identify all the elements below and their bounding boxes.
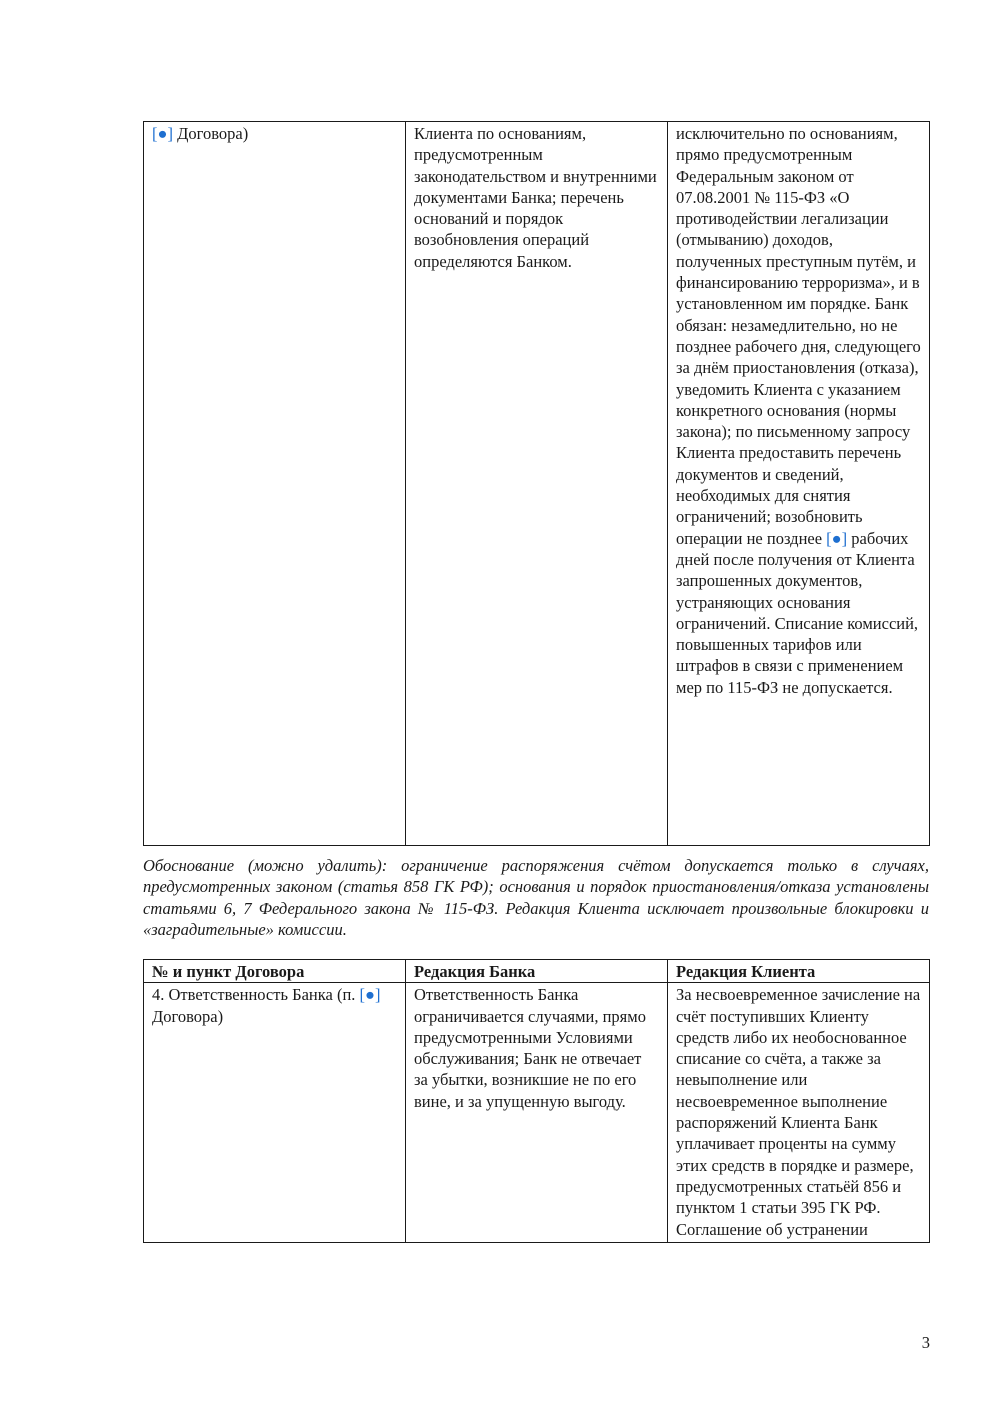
table-row	[144, 983, 930, 1243]
clause-text: Договора)	[172, 124, 249, 143]
bank-version-text: Ответственность Банка ограничивается случаями, прямо предусмотренными Условиями обслуживания; Банк не отвечает за убытки, возникшие не по его вине, и за упущенную выгоду.	[414, 985, 646, 1111]
header-clause: № и пункт Договора	[144, 960, 406, 983]
header-client-version: Редакция Клиента	[668, 960, 930, 983]
client-version-cell	[668, 983, 930, 1243]
header-bank-version: Редакция Банка	[406, 960, 668, 983]
bank-version-text: Клиента по основаниям, предусмотренным законодательством и внутренними документами Банка; перечень оснований и порядок возобновления операций определяются Банком.	[414, 124, 657, 271]
justification-note: Обоснование (можно удалить): ограничение распоряжения счётом допускается только в случаях, предусмотренных законом (статья 858 ГК РФ); основания и порядок приостановления/отказа установлены статьями 6, 7 Федерального закона № 115-ФЗ. Редакция Клиента исключает произвольные блокировки и «заградительные» комиссии.	[143, 856, 929, 939]
client-version-text: За несвоевременное зачисление на счёт поступивших Клиенту средств либо их необоснованное списание со счёта, а также за невыполнение или несвоевременное выполнение распоряжений Клиента Банк уплачивает проценты на сумму этих средств в порядке и размере, предусмотренных статьёй 856 и пунктом 1 статьи 395 ГК РФ. Соглашение об устранении	[676, 985, 921, 1239]
placeholder-marker: [●]	[152, 124, 173, 143]
table-row	[144, 122, 930, 846]
client-version-text-part2: рабочих дней после получения от Клиента запрошенных документов, устраняющих основания ограничений. Списание комиссий, повышенных тарифов или штрафов в связи с применением мер по 115-ФЗ не допускается.	[676, 528, 919, 697]
clause-text-part1: 4. Ответственность Банка (п.	[152, 985, 360, 1005]
table-header-row	[144, 960, 930, 983]
clause-text-part2: Договора)	[152, 1006, 224, 1026]
placeholder-marker: [●]	[826, 528, 848, 548]
comparison-table	[143, 959, 930, 1243]
bank-version-cell	[406, 983, 668, 1243]
page-number: 3	[921, 1333, 930, 1352]
placeholder-marker: [●]	[359, 985, 381, 1005]
client-version-text-part1: исключительно по основаниям, прямо предусмотренным Федеральным законом от 07.08.2001 № 115-ФЗ «О противодействии легализации (отмыванию) доходов, полученных преступным путём, и финансированию терроризма», и в установленном им порядке. Банк обязан: незамедлительно, но не позднее рабочего дня, следующего за днём приостановления (отказа), уведомить Клиента с указанием конкретного основания (нормы закона); по письменному запросу Клиента предоставить перечень документов и сведений, необходимых для снятия ограничений; возобновить операции не позднее	[676, 124, 921, 548]
comparison-table-continued	[143, 121, 930, 846]
bank-version-cell	[406, 122, 668, 846]
clause-cell	[144, 122, 406, 846]
client-version-cell	[668, 122, 930, 846]
clause-cell	[144, 983, 406, 1243]
